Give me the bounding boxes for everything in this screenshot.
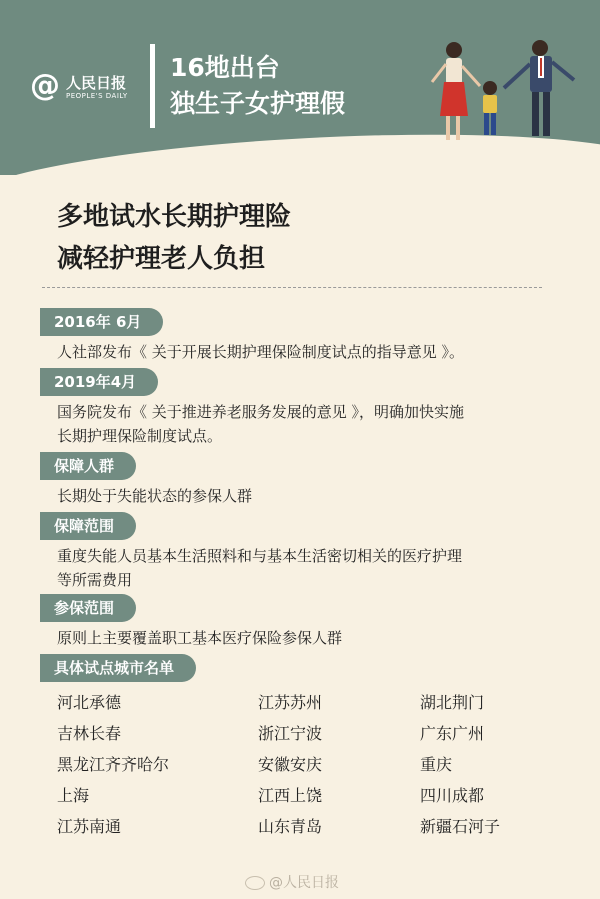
watermark-text: @人民日报 — [269, 875, 339, 891]
city-item: 上海 — [57, 786, 90, 805]
city-item: 湖北荆门 — [420, 693, 485, 712]
city-item: 重庆 — [420, 755, 453, 774]
section-text-coverage-scope-line1: 重度失能人员基本生活照料和与基本生活密切相关的医疗护理 — [57, 547, 463, 565]
section-text-2019-line2: 长期护理保险制度试点。 — [57, 427, 223, 445]
header-banner — [0, 0, 600, 175]
header-title-line1: 16地出台 — [170, 53, 280, 82]
peoples-daily-logo — [30, 68, 140, 108]
main-title-line1: 多地试水长期护理险 — [57, 202, 292, 232]
section-text-coverage-group: 长期处于失能状态的参保人群 — [57, 487, 253, 505]
section-label-2019: 2019年4月 — [40, 368, 158, 396]
weibo-icon — [245, 876, 265, 890]
section-label-pilot-cities: 具体试点城市名单 — [40, 654, 196, 682]
logo-cn: 人民日报 — [66, 74, 127, 92]
weibo-watermark — [245, 872, 339, 892]
main-title — [57, 196, 291, 280]
main-title-line2: 减轻护理老人负担 — [57, 244, 266, 274]
family-illustration — [428, 38, 588, 148]
city-item: 新疆石河子 — [420, 817, 501, 836]
dashed-divider — [42, 287, 542, 288]
logo-at: @ — [30, 68, 60, 103]
section-label-insured-scope: 参保范围 — [40, 594, 136, 622]
city-item: 江苏南通 — [57, 817, 122, 836]
section-label-coverage-scope: 保障范围 — [40, 512, 136, 540]
header-title-line2: 独生子女护理假 — [170, 89, 346, 118]
city-item: 河北承德 — [57, 693, 122, 712]
section-label-2016: 2016年 6月 — [40, 308, 163, 336]
city-item: 江苏苏州 — [258, 693, 323, 712]
header-divider — [150, 44, 155, 128]
city-item: 吉林长春 — [57, 724, 122, 743]
city-item: 浙江宁波 — [258, 724, 323, 743]
logo-en: PEOPLE'S DAILY — [66, 92, 128, 100]
section-text-coverage-scope-line2: 等所需费用 — [57, 571, 133, 589]
city-item: 山东青岛 — [258, 817, 323, 836]
city-item: 广东广州 — [420, 724, 485, 743]
city-item: 安徽安庆 — [258, 755, 323, 774]
section-text-2019-line1: 国务院发布《 关于推进养老服务发展的意见 》，明确加快实施 — [57, 403, 465, 421]
section-text-insured-scope: 原则上主要覆盖职工基本医疗保险参保人群 — [57, 629, 343, 647]
city-item: 黑龙江齐齐哈尔 — [57, 755, 170, 774]
city-item: 江西上饶 — [258, 786, 323, 805]
header-title — [170, 50, 345, 122]
section-label-coverage-group: 保障人群 — [40, 452, 136, 480]
city-item: 四川成都 — [420, 786, 485, 805]
section-text-2016: 人社部发布《 关于开展长期护理保险制度试点的指导意见 》。 — [57, 343, 465, 361]
